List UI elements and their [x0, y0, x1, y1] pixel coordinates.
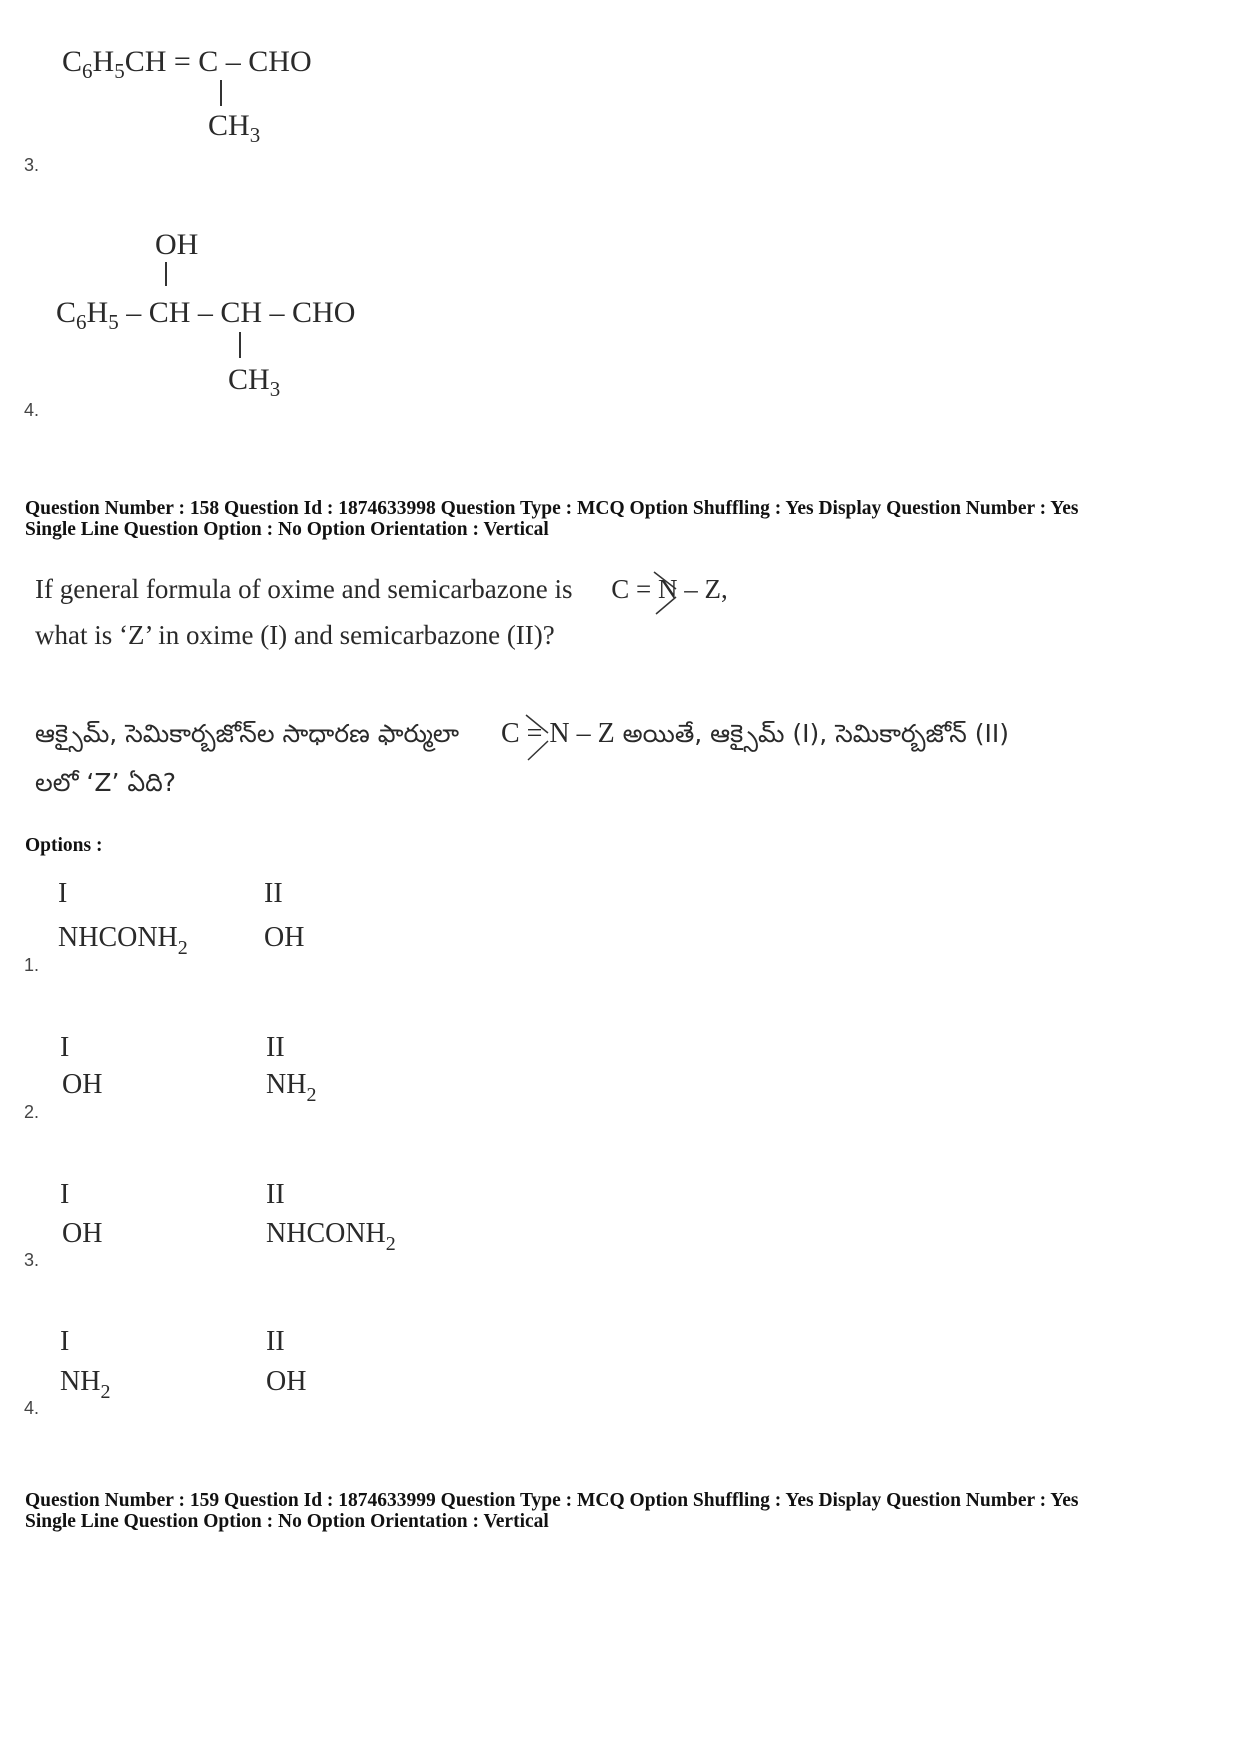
option-2-number[interactable]: 2.: [24, 1102, 40, 1122]
general-formula: C = N – Z,: [611, 574, 728, 604]
option-3-value-i: [62, 1220, 102, 1248]
value-text: NH: [266, 1069, 307, 1100]
prev-option-4-substituent: [228, 363, 281, 401]
option-1-head-i: I: [58, 878, 68, 909]
option-1-value-ii: [264, 924, 304, 952]
question-158-english-line-1: [35, 574, 728, 605]
formula-sub: 3: [269, 377, 281, 401]
option-4-value-ii: [266, 1368, 306, 1396]
formula-part: C: [62, 45, 83, 78]
formula-part: H: [92, 45, 115, 78]
option-3-head-i: I: [60, 1179, 70, 1210]
carbon-bond-bracket: [652, 569, 682, 619]
prev-option-4-top-group: OH: [155, 228, 199, 261]
question-159-meta-line-2: Single Line Question Option : No Option Orientation : Vertical: [25, 1511, 549, 1532]
option-1-number[interactable]: 1.: [24, 955, 40, 975]
value-sub: 2: [385, 1233, 396, 1255]
value-text: OH: [266, 1366, 307, 1397]
prev-option-3-formula: [62, 45, 312, 83]
formula-sub: 5: [108, 310, 119, 334]
question-158-meta-line-2: Single Line Question Option : No Option Orientation : Vertical: [25, 519, 549, 540]
value-text: NHCONH: [266, 1218, 386, 1249]
question-158-english-line-2: what is ‘Z’ in oxime (I) and semicarbazone (II)?: [35, 620, 555, 650]
formula-sub: 3: [249, 123, 261, 147]
question-text: If general formula of oxime and semicarbazone is: [35, 574, 580, 604]
value-sub: 2: [306, 1084, 317, 1106]
prev-option-4-formula: [56, 296, 356, 334]
general-formula: C = N – Z: [500, 718, 615, 749]
option-2-head-i: I: [60, 1032, 70, 1063]
formula-part: CH: [208, 109, 250, 142]
options-label: Options :: [25, 835, 103, 856]
question-158-telugu-line-2: లలో ‘Z’ ఏది?: [35, 768, 177, 797]
formula-part: C: [56, 296, 77, 329]
option-3-number[interactable]: 3.: [24, 1250, 40, 1270]
formula-part: – CH – CH – CHO: [118, 296, 356, 329]
value-text: NH: [60, 1366, 101, 1397]
value-text: OH: [264, 922, 305, 953]
formula-part: CH = C – CHO: [124, 45, 312, 78]
formula-part: H: [86, 296, 109, 329]
telugu-text: అయితే, ఆక్సైమ్ (I), సెమికార్బజోన్ (II): [614, 719, 1010, 748]
telugu-text: ఆక్సైమ్, సెమికార్బజోన్‌ల సాధారణ ఫార్ములా: [35, 719, 467, 748]
carbon-bond-bracket: [524, 712, 554, 764]
prev-option-3-substituent: [208, 109, 261, 147]
formula-sub: 6: [76, 310, 87, 334]
value-sub: 2: [100, 1381, 111, 1403]
prev-option-4-number[interactable]: 4.: [24, 400, 40, 420]
option-4-value-i: [60, 1366, 111, 1403]
option-1-value-i: [58, 922, 188, 959]
bond-line: [239, 332, 241, 358]
option-2-value-ii: [266, 1069, 317, 1106]
formula-sub: 5: [114, 59, 125, 83]
formula-sub: 6: [82, 59, 93, 83]
option-2-head-ii: II: [266, 1032, 285, 1063]
option-2-value-i: [62, 1071, 102, 1099]
question-158-telugu-line-1: [35, 718, 1009, 755]
option-3-head-ii: II: [266, 1179, 285, 1210]
question-159-meta-line-1: Question Number : 159 Question Id : 1874633999 Question Type : MCQ Option Shuffling : Yes Display Question Number : Yes: [25, 1490, 1079, 1511]
option-4-head-i: I: [60, 1326, 70, 1357]
option-1-head-ii: II: [264, 878, 283, 909]
question-158-meta-line-1: Question Number : 158 Question Id : 1874633998 Question Type : MCQ Option Shuffling : Yes Display Question Number : Yes: [25, 498, 1079, 519]
option-3-value-ii: [266, 1218, 396, 1255]
prev-option-3-number[interactable]: 3.: [24, 155, 40, 175]
value-sub: 2: [177, 937, 188, 959]
value-text: NHCONH: [58, 922, 178, 953]
value-text: OH: [62, 1069, 103, 1100]
option-4-number[interactable]: 4.: [24, 1398, 40, 1418]
option-4-head-ii: II: [266, 1326, 285, 1357]
value-text: OH: [62, 1218, 103, 1249]
bond-line: [165, 262, 167, 286]
bond-line: [220, 80, 222, 106]
formula-part: CH: [228, 363, 270, 396]
